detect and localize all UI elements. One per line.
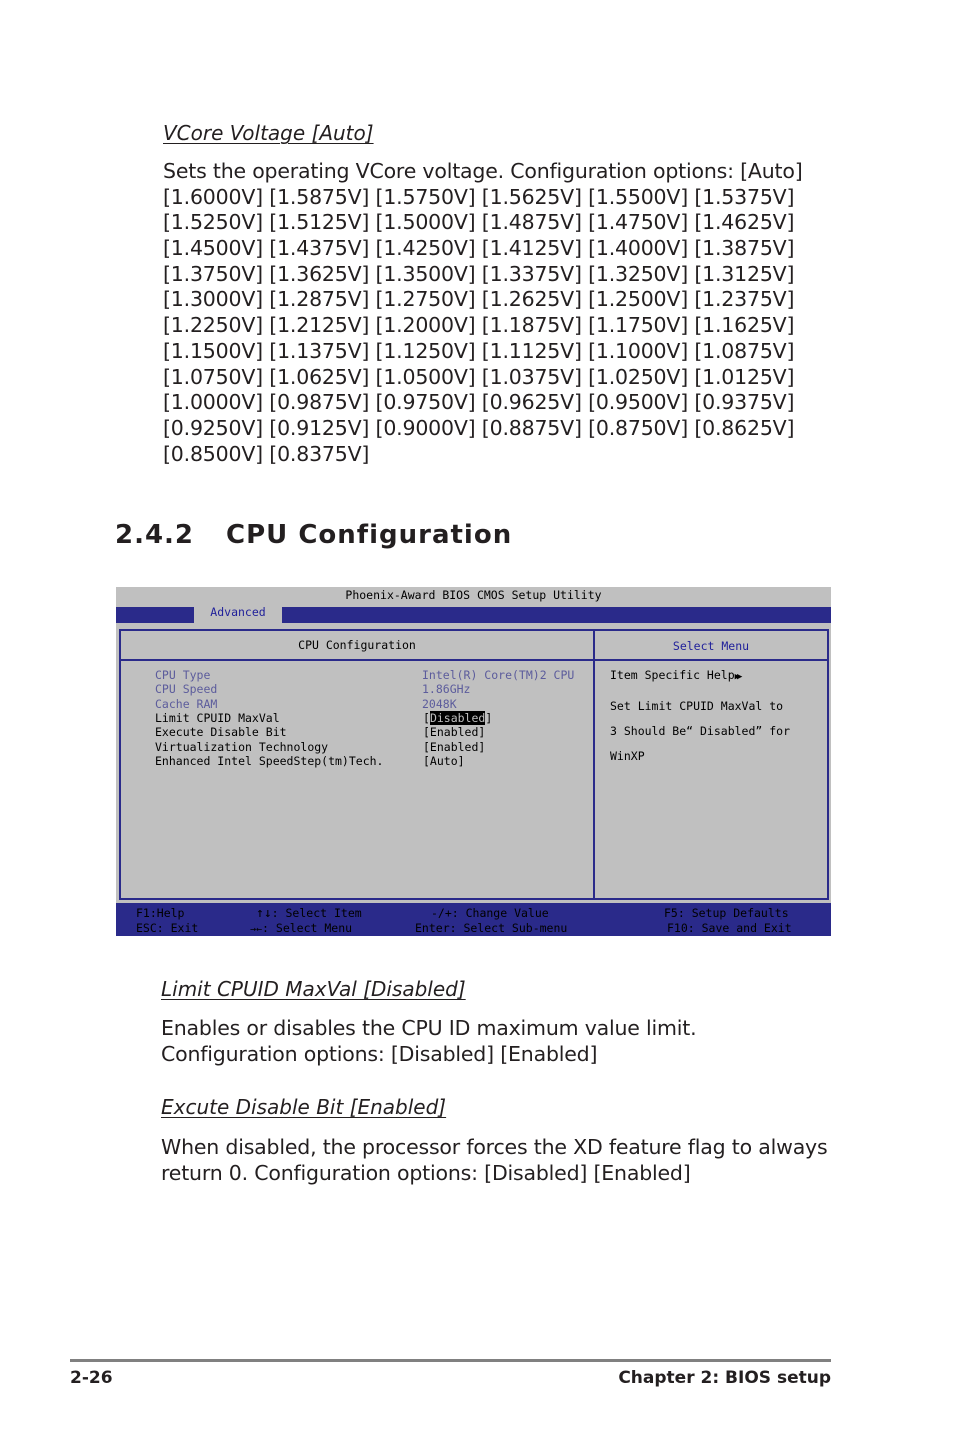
item-value-selected[interactable]: Disabled <box>429 711 486 725</box>
vcore-line: [1.1500V] [1.1375V] [1.1250V] [1.1125V] [1.1000V] [1.0875V] <box>163 338 795 363</box>
bios-item-cpu-speed <box>155 682 470 697</box>
bios-item-cache-ram <box>155 697 457 712</box>
vcore-voltage-heading: VCore Voltage [Auto] <box>163 121 374 145</box>
bios-header-divider <box>121 659 827 661</box>
footer-select-menu-text: : Select Menu <box>262 921 353 935</box>
execute-disable-description <box>161 1134 827 1186</box>
bios-screen <box>116 587 831 936</box>
item-label: Cache RAM <box>155 697 218 711</box>
bios-panel-divider <box>593 629 595 900</box>
vcore-line: [1.0750V] [1.0625V] [1.0500V] [1.0375V] [1.0250V] [1.0125V] <box>163 364 795 389</box>
section-number: 2.4.2 <box>115 520 195 550</box>
bios-item-speedstep[interactable] <box>155 754 464 769</box>
footer-enter-submenu: Enter: Select Sub-menu <box>415 921 568 935</box>
footer-change-value: -/+: Change Value <box>431 906 549 920</box>
bios-item-limit-cpuid[interactable]: Limit CPUID MaxVal [Disabled] <box>155 711 493 725</box>
vcore-line: [1.2250V] [1.2125V] [1.2000V] [1.1875V] [1.1750V] [1.1625V] <box>163 313 795 338</box>
limit-cpuid-line: Configuration options: [Disabled] [Enabled] <box>161 1042 598 1066</box>
help-title <box>610 668 739 682</box>
help-line: Set Limit CPUID MaxVal to <box>610 699 784 713</box>
footer-rule <box>70 1359 831 1362</box>
vcore-line: [1.6000V] [1.5875V] [1.5750V] [1.5625V] [1.5500V] [1.5375V] <box>163 184 795 209</box>
item-label: Enhanced Intel SpeedStep(tm)Tech. <box>155 754 384 768</box>
vcore-line: [0.8500V] [0.8375V] <box>163 441 370 466</box>
double-arrow-icon: ▶▶ <box>734 672 740 682</box>
footer-select-menu <box>250 921 352 936</box>
item-value[interactable]: [Enabled] <box>423 740 486 754</box>
chapter-title: Chapter 2: BIOS setup <box>618 1368 831 1388</box>
bios-left-header: CPU Configuration <box>298 638 416 652</box>
up-down-arrow-icon: ↑↓ <box>256 906 272 921</box>
footer-select-item-text: : Select Item <box>271 906 362 920</box>
footer-esc-exit: ESC: Exit <box>136 921 199 935</box>
footer-f1-help: F1:Help <box>136 906 185 920</box>
page-number: 2-26 <box>70 1368 113 1388</box>
item-value[interactable]: [Auto] <box>423 754 465 768</box>
item-label: Limit CPUID MaxVal <box>155 711 280 725</box>
vcore-line: [0.9250V] [0.9125V] [0.9000V] [0.8875V] [0.8750V] [0.8625V] <box>163 415 795 440</box>
section-name: CPU Configuration <box>226 520 513 550</box>
item-value[interactable]: [Enabled] <box>423 725 486 739</box>
vcore-line: [1.5250V] [1.5125V] [1.5000V] [1.4875V] [1.4750V] [1.4625V] <box>163 210 795 235</box>
vcore-voltage-description <box>163 159 803 467</box>
execute-disable-line: return 0. Configuration options: [Disabled] [Enabled] <box>161 1161 691 1185</box>
tab-advanced[interactable]: Advanced <box>194 604 282 623</box>
item-label: CPU Type <box>155 668 211 682</box>
vcore-line: [1.0000V] [0.9875V] [0.9750V] [0.9625V] [0.9500V] [0.9375V] <box>163 390 795 415</box>
vcore-line: [1.3750V] [1.3625V] [1.3500V] [1.3375V] [1.3250V] [1.3125V] <box>163 261 795 286</box>
vcore-line: Sets the operating VCore voltage. Configuration options: [Auto] <box>163 159 803 183</box>
execute-disable-heading: Excute Disable Bit [Enabled] <box>161 1095 447 1119</box>
vcore-line: [1.4500V] [1.4375V] [1.4250V] [1.4125V] [1.4000V] [1.3875V] <box>163 236 795 261</box>
item-label: CPU Speed <box>155 682 218 696</box>
vcore-line: [1.3000V] [1.2875V] [1.2750V] [1.2625V] [1.2500V] [1.2375V] <box>163 287 795 312</box>
limit-cpuid-description <box>161 1015 696 1067</box>
bios-item-virtualization[interactable] <box>155 740 484 755</box>
item-label: Virtualization Technology <box>155 740 329 754</box>
section-title <box>115 520 512 550</box>
limit-cpuid-heading: Limit CPUID MaxVal [Disabled] <box>161 977 466 1001</box>
bios-title: Phoenix-Award BIOS CMOS Setup Utility <box>345 588 602 602</box>
bios-footer <box>116 903 831 936</box>
item-value: 2048K <box>422 697 457 711</box>
footer-f5-defaults: F5: Setup Defaults <box>664 906 789 920</box>
item-value: 1.86GHz <box>422 682 471 696</box>
bios-item-execute-disable[interactable] <box>155 725 484 740</box>
limit-cpuid-line: Enables or disables the CPU ID maximum value limit. <box>161 1016 697 1040</box>
bios-item-cpu-type <box>155 668 574 683</box>
help-title-text: Item Specific Help <box>610 668 735 682</box>
help-line: 3 Should Be“ Disabled” for <box>610 724 791 738</box>
item-value: Intel(R) Core(TM)2 CPU <box>422 668 575 682</box>
execute-disable-line: When disabled, the processor forces the XD feature flag to always <box>161 1135 828 1159</box>
left-right-arrow-icon: →← <box>250 924 263 935</box>
footer-select-item <box>256 906 362 921</box>
help-line: WinXP <box>610 749 645 763</box>
bios-right-header: Select Menu <box>672 639 750 653</box>
item-label: Execute Disable Bit <box>155 725 287 739</box>
footer-f10-save: F10: Save and Exit <box>667 921 792 935</box>
